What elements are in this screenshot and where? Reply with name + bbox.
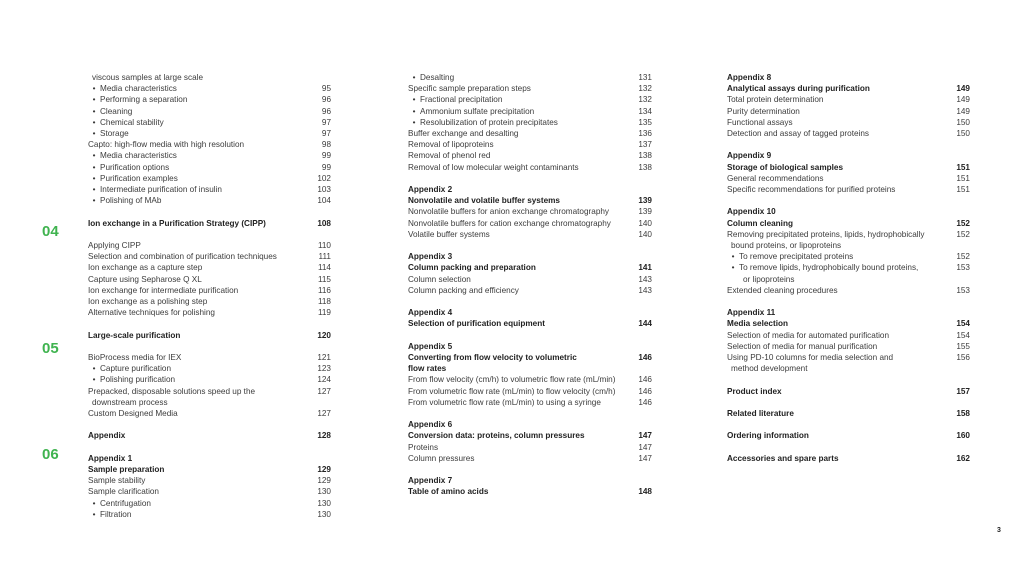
toc-spacer <box>408 408 652 419</box>
toc-entry-page: 115 <box>317 274 331 284</box>
toc-entry-title: Column pressures <box>408 453 475 463</box>
toc-spacer <box>408 173 652 184</box>
toc-entry-title: • Media characteristics <box>88 83 307 94</box>
toc-entry-title: • Cleaning <box>88 106 307 117</box>
toc-entry-title: • Fractional precipitation <box>408 94 628 105</box>
toc-entry-page: 154 <box>956 330 970 340</box>
toc-entry[interactable] <box>408 162 652 173</box>
toc-entry[interactable] <box>408 363 652 374</box>
toc-entry-title: bound proteins, or lipoproteins <box>731 241 842 251</box>
toc-entry[interactable] <box>88 139 331 150</box>
toc-entry[interactable] <box>408 229 652 240</box>
toc-entry-title: Ion exchange for intermediate purification <box>88 285 239 295</box>
toc-entry-title: • Centrifugation <box>88 498 307 509</box>
toc-entry[interactable] <box>408 274 652 285</box>
toc-entry-title: Appendix 5 <box>408 341 453 351</box>
toc-entry-title: Extended cleaning procedures <box>727 285 838 295</box>
toc-entry[interactable] <box>88 173 331 184</box>
toc-entry-title: Column packing and preparation <box>408 263 536 273</box>
toc-entry-page: 153 <box>956 263 970 273</box>
toc-column-2 <box>408 72 652 498</box>
toc-entry-page: 152 <box>956 218 970 228</box>
toc-entry-page: 120 <box>317 330 331 340</box>
toc-entry-title: Selection of media for manual purification <box>727 341 878 351</box>
toc-entry[interactable] <box>727 229 970 240</box>
toc-entry[interactable] <box>88 262 331 273</box>
section-number-06: 06 <box>42 446 59 463</box>
toc-entry[interactable] <box>727 285 970 296</box>
toc-entry-page: 123 <box>317 364 331 374</box>
toc-entry[interactable] <box>408 318 652 329</box>
toc-entry[interactable] <box>727 318 970 329</box>
toc-entry-title: • To remove lipids, hydrophobically bound proteins, <box>727 262 946 273</box>
toc-entry-page: 137 <box>638 140 652 150</box>
toc-entry-page: 103 <box>317 185 331 195</box>
toc-spacer <box>727 374 970 385</box>
toc-entry-page: 97 <box>321 117 331 127</box>
toc-entry[interactable] <box>727 341 970 352</box>
toc-entry-title: Removing precipitated proteins, lipids, hydrophobically <box>727 229 925 239</box>
toc-entry-page: 143 <box>638 285 652 295</box>
toc-entry-page: 130 <box>317 509 331 519</box>
toc-entry[interactable] <box>88 195 331 206</box>
toc-entry-title: • Storage <box>88 128 307 139</box>
toc-entry-title: Total protein determination <box>727 95 824 105</box>
toc-entry-page: 147 <box>638 453 652 463</box>
toc-entry-title: Ion exchange in a Purification Strategy (CIPP) <box>88 218 266 228</box>
toc-entry[interactable] <box>727 307 970 318</box>
toc-column-1 <box>88 72 331 520</box>
toc-entry-page: 138 <box>638 162 652 172</box>
toc-entry-title: Appendix 8 <box>727 73 772 82</box>
toc-entry[interactable] <box>408 285 652 296</box>
toc-entry[interactable] <box>88 83 331 94</box>
toc-entry[interactable] <box>408 94 652 105</box>
toc-entry[interactable] <box>727 352 970 363</box>
toc-entry[interactable] <box>727 330 970 341</box>
toc-entry-page: 146 <box>638 353 652 363</box>
toc-entry-title: From volumetric flow rate (mL/min) to flow velocity (cm/h) <box>408 386 616 396</box>
toc-entry-page: 130 <box>317 498 331 508</box>
toc-entry-title: Converting from flow velocity to volumetric <box>408 353 577 363</box>
toc-entry[interactable] <box>408 352 652 363</box>
toc-entry-page: 136 <box>638 129 652 139</box>
toc-entry-page: 132 <box>638 84 652 94</box>
toc-entry-page: 149 <box>956 106 970 116</box>
toc-entry-title: • Polishing purification <box>88 374 307 385</box>
toc-entry-title: Column cleaning <box>727 218 793 228</box>
toc-entry-title: • To remove precipitated proteins <box>727 251 946 262</box>
toc-entry-title: Appendix <box>88 431 126 441</box>
toc-entry[interactable] <box>408 430 652 441</box>
toc-entry-title: Accessories and spare parts <box>727 453 839 463</box>
toc-entry[interactable] <box>727 173 970 184</box>
toc-entry-page: 97 <box>321 129 331 139</box>
toc-entry[interactable] <box>408 307 652 318</box>
toc-entry[interactable] <box>88 352 331 363</box>
toc-entry-title: Ordering information <box>727 431 809 441</box>
toc-entry-title: Using PD-10 columns for media selection and <box>727 353 894 363</box>
toc-entry[interactable] <box>727 262 970 273</box>
toc-entry[interactable] <box>408 341 652 352</box>
toc-entry-title: Capture using Sepharose Q XL <box>88 274 202 284</box>
toc-entry[interactable] <box>408 475 652 486</box>
toc-entry[interactable] <box>727 218 970 229</box>
toc-entry-page: 162 <box>956 453 970 463</box>
toc-entry-title: • Purification options <box>88 162 307 173</box>
toc-entry-title: Appendix 9 <box>727 151 772 161</box>
toc-entry-title: Ion exchange as a polishing step <box>88 297 208 307</box>
toc-entry-page: 140 <box>638 229 652 239</box>
toc-entry-title: From flow velocity (cm/h) to volumetric flow rate (mL/min) <box>408 375 616 385</box>
toc-entry-page: 128 <box>317 431 331 441</box>
toc-entry-title: From volumetric flow rate (mL/min) to using a syringe <box>408 397 601 407</box>
toc-entry[interactable] <box>408 397 652 408</box>
toc-entry-title: • Filtration <box>88 509 307 520</box>
toc-entry-title: Functional assays <box>727 117 793 127</box>
toc-entry-title: method development <box>731 364 808 374</box>
toc-entry-page: 148 <box>638 487 652 497</box>
toc-spacer <box>408 296 652 307</box>
toc-entry[interactable] <box>727 274 970 285</box>
toc-column-3 <box>727 72 970 464</box>
toc-entry[interactable] <box>408 106 652 117</box>
toc-entry-page: 139 <box>638 207 652 217</box>
toc-entry-page: 151 <box>956 162 970 172</box>
toc-entry-page: 96 <box>321 95 331 105</box>
toc-entry[interactable] <box>88 162 331 173</box>
toc-entry[interactable] <box>727 83 970 94</box>
toc-entry-title: Nonvolatile buffers for anion exchange chromatography <box>408 207 610 217</box>
toc-entry-title: Large-scale purification <box>88 330 181 340</box>
toc-entry-title: viscous samples at large scale <box>92 73 204 82</box>
toc-entry[interactable] <box>408 72 652 83</box>
toc-entry[interactable] <box>408 486 652 497</box>
toc-entry[interactable] <box>727 430 970 441</box>
toc-entry-title: Ion exchange as a capture step <box>88 263 203 273</box>
toc-entry-page: 99 <box>321 151 331 161</box>
toc-entry-page: 118 <box>317 297 331 307</box>
toc-entry-page: 147 <box>638 442 652 452</box>
toc-entry[interactable] <box>88 386 331 397</box>
toc-entry[interactable] <box>408 374 652 385</box>
toc-entry-title: • Resolubilization of protein precipitates <box>408 117 628 128</box>
toc-entry-title: Conversion data: proteins, column pressures <box>408 431 585 441</box>
toc-entry-page: 121 <box>317 353 331 363</box>
toc-entry-title: • Media characteristics <box>88 150 307 161</box>
toc-entry[interactable] <box>408 139 652 150</box>
toc-entry-page: 111 <box>318 252 331 262</box>
toc-spacer <box>88 419 331 430</box>
toc-entry-title: • Desalting <box>408 72 628 83</box>
toc-entry-page: 157 <box>956 386 970 396</box>
section-number-05: 05 <box>42 340 59 357</box>
toc-entry[interactable] <box>88 307 331 318</box>
toc-entry-title: Nonvolatile and volatile buffer systems <box>408 196 560 206</box>
toc-entry[interactable] <box>408 184 652 195</box>
toc-entry-page: 146 <box>638 397 652 407</box>
toc-entry[interactable] <box>727 150 970 161</box>
toc-spacer <box>727 296 970 307</box>
toc-entry-page: 151 <box>956 173 970 183</box>
toc-entry-title: Selection of purification equipment <box>408 319 545 329</box>
toc-entry-page: 114 <box>317 263 331 273</box>
toc-entry-page: 156 <box>956 353 970 363</box>
toc-entry-title: Media selection <box>727 319 788 329</box>
toc-entry-title: Removal of phenol red <box>408 151 491 161</box>
toc-entry[interactable] <box>88 464 331 475</box>
toc-entry-page: 110 <box>317 241 331 251</box>
toc-entry-title: Appendix 4 <box>408 308 453 318</box>
toc-entry-page: 132 <box>638 95 652 105</box>
toc-entry-page: 146 <box>638 375 652 385</box>
toc-entry-title: Specific sample preparation steps <box>408 84 531 94</box>
toc-entry-page: 160 <box>956 431 970 441</box>
toc-entry[interactable] <box>88 72 331 83</box>
toc-entry[interactable] <box>408 442 652 453</box>
toc-entry-page: 104 <box>317 196 331 206</box>
toc-entry[interactable] <box>727 106 970 117</box>
toc-entry[interactable] <box>727 408 970 419</box>
toc-entry[interactable] <box>727 251 970 262</box>
toc-entry[interactable] <box>88 296 331 307</box>
toc-entry[interactable] <box>88 408 331 419</box>
toc-entry-title: Alternative techniques for polishing <box>88 308 215 318</box>
toc-entry-page: 124 <box>317 375 331 385</box>
toc-entry-title: • Purification examples <box>88 173 307 184</box>
toc-spacer <box>727 419 970 430</box>
toc-entry[interactable] <box>88 330 331 341</box>
toc-entry-page: 143 <box>638 274 652 284</box>
toc-entry-title: Appendix 3 <box>408 252 453 262</box>
toc-entry-title: Nonvolatile buffers for cation exchange chromatography <box>408 218 611 228</box>
toc-spacer <box>408 464 652 475</box>
toc-entry[interactable] <box>408 218 652 229</box>
page-number: 3 <box>997 527 1001 534</box>
section-number-04: 04 <box>42 223 59 240</box>
toc-entry[interactable] <box>727 72 970 83</box>
toc-entry-page: 119 <box>317 308 331 318</box>
toc-entry[interactable] <box>727 184 970 195</box>
toc-entry-title: Custom Designed Media <box>88 409 178 419</box>
toc-entry[interactable] <box>88 94 331 105</box>
toc-entry[interactable] <box>88 240 331 251</box>
toc-entry[interactable] <box>408 150 652 161</box>
toc-entry-page: 116 <box>317 285 331 295</box>
toc-entry-title: Analytical assays during purification <box>727 84 870 94</box>
toc-entry-page: 146 <box>638 386 652 396</box>
toc-entry[interactable] <box>88 453 331 464</box>
toc-entry-title: Appendix 1 <box>88 453 133 463</box>
toc-entry-page: 138 <box>638 151 652 161</box>
toc-entry-title: General recommendations <box>727 173 824 183</box>
toc-entry-title: or lipoproteins <box>743 274 795 284</box>
toc-entry-title: Appendix 2 <box>408 185 453 195</box>
toc-entry[interactable] <box>727 240 970 251</box>
toc-entry-title: Capto: high-flow media with high resolution <box>88 140 245 150</box>
toc-spacer <box>88 442 331 453</box>
toc-entry-page: 154 <box>956 319 970 329</box>
toc-entry[interactable] <box>408 386 652 397</box>
toc-spacer <box>727 139 970 150</box>
toc-entry-title: • Ammonium sulfate precipitation <box>408 106 628 117</box>
toc-entry[interactable] <box>88 363 331 374</box>
toc-entry-title: • Chemical stability <box>88 117 307 128</box>
toc-entry-page: 99 <box>321 162 331 172</box>
toc-entry-page: 129 <box>317 476 331 486</box>
toc-entry[interactable] <box>727 363 970 374</box>
toc-entry-title: flow rates <box>408 364 447 374</box>
toc-entry-title: • Intermediate purification of insulin <box>88 184 307 195</box>
toc-entry[interactable] <box>88 251 331 262</box>
toc-entry-title: Appendix 10 <box>727 207 776 217</box>
toc-spacer <box>88 206 331 217</box>
toc-entry-title: downstream process <box>92 397 168 407</box>
toc-entry-page: 144 <box>638 319 652 329</box>
toc-entry-page: 141 <box>638 263 652 273</box>
toc-entry-title: • Capture purification <box>88 363 307 374</box>
toc-entry-title: Storage of biological samples <box>727 162 844 172</box>
toc-entry-title: Appendix 6 <box>408 420 453 430</box>
toc-entry-title: Sample stability <box>88 476 146 486</box>
toc-spacer <box>408 330 652 341</box>
toc-entry-page: 155 <box>956 341 970 351</box>
toc-entry-page: 129 <box>317 465 331 475</box>
toc-entry-page: 151 <box>956 185 970 195</box>
toc-entry[interactable] <box>88 128 331 139</box>
toc-entry[interactable] <box>727 453 970 464</box>
toc-entry[interactable] <box>408 419 652 430</box>
toc-entry-page: 153 <box>956 285 970 295</box>
toc-entry-page: 139 <box>638 196 652 206</box>
toc-spacer <box>727 397 970 408</box>
toc-entry[interactable] <box>727 162 970 173</box>
toc-entry-title: Applying CIPP <box>88 241 141 251</box>
toc-entry-page: 158 <box>956 409 970 419</box>
toc-entry-title: Detection and assay of tagged proteins <box>727 129 870 139</box>
toc-entry[interactable] <box>88 397 331 408</box>
toc-entry-title: Sample clarification <box>88 487 159 497</box>
toc-spacer <box>88 318 331 329</box>
toc-entry-title: Purity determination <box>727 106 800 116</box>
toc-spacer <box>88 341 331 352</box>
toc-entry-title: Specific recommendations for purified proteins <box>727 185 896 195</box>
toc-entry[interactable] <box>408 251 652 262</box>
toc-entry-page: 147 <box>638 431 652 441</box>
toc-entry-page: 152 <box>956 229 970 239</box>
toc-entry[interactable] <box>88 150 331 161</box>
toc-entry-title: Removal of low molecular weight contaminants <box>408 162 579 172</box>
toc-entry-page: 135 <box>638 117 652 127</box>
toc-entry-page: 134 <box>638 106 652 116</box>
toc-entry-title: Related literature <box>727 409 794 419</box>
toc-entry[interactable] <box>727 128 970 139</box>
toc-entry[interactable] <box>88 117 331 128</box>
toc-entry[interactable] <box>88 475 331 486</box>
toc-entry-page: 150 <box>956 117 970 127</box>
toc-entry[interactable] <box>408 117 652 128</box>
toc-entry-title: • Performing a separation <box>88 94 307 105</box>
toc-entry-page: 130 <box>317 487 331 497</box>
toc-entry-page: 149 <box>956 84 970 94</box>
toc-entry[interactable] <box>727 206 970 217</box>
toc-entry-title: Appendix 11 <box>727 308 776 318</box>
toc-entry-page: 96 <box>321 106 331 116</box>
toc-entry[interactable] <box>727 117 970 128</box>
toc-entry[interactable] <box>408 262 652 273</box>
toc-spacer <box>408 240 652 251</box>
toc-spacer <box>727 195 970 206</box>
toc-entry[interactable] <box>88 509 331 520</box>
toc-entry-title: Selection and combination of purification techniques <box>88 252 277 262</box>
toc-entry-page: 127 <box>317 409 331 419</box>
toc-entry-title: Table of amino acids <box>408 487 489 497</box>
toc-entry-title: Selection of media for automated purification <box>727 330 890 340</box>
toc-entry[interactable] <box>408 453 652 464</box>
toc-entry-page: 102 <box>317 173 331 183</box>
toc-entry-title: • Polishing of MAb <box>88 195 307 206</box>
toc-entry-title: BioProcess media for IEX <box>88 353 182 363</box>
toc-entry-title: Prepacked, disposable solutions speed up the <box>88 386 256 396</box>
toc-entry[interactable] <box>88 285 331 296</box>
toc-entry-page: 149 <box>956 95 970 105</box>
toc-entry[interactable] <box>88 486 331 497</box>
toc-entry-title: Volatile buffer systems <box>408 229 490 239</box>
toc-entry[interactable] <box>88 274 331 285</box>
toc-entry-title: Removal of lipoproteins <box>408 140 494 150</box>
toc-entry-title: Column selection <box>408 274 471 284</box>
toc-entry-title: Sample preparation <box>88 465 165 475</box>
toc-entry[interactable] <box>727 94 970 105</box>
toc-entry-page: 95 <box>321 84 331 94</box>
toc-entry-title: Buffer exchange and desalting <box>408 129 519 139</box>
toc-entry-page: 131 <box>638 73 652 82</box>
toc-entry-title: Appendix 7 <box>408 476 453 486</box>
toc-entry-title: Product index <box>727 386 782 396</box>
toc-spacer <box>727 442 970 453</box>
toc-entry[interactable] <box>88 218 331 229</box>
toc-entry-page: 127 <box>317 386 331 396</box>
toc-entry[interactable] <box>408 128 652 139</box>
toc-entry-title: Column packing and efficiency <box>408 285 519 295</box>
toc-entry[interactable] <box>408 206 652 217</box>
toc-entry[interactable] <box>727 386 970 397</box>
toc-entry-page: 150 <box>956 129 970 139</box>
toc-spacer <box>88 229 331 240</box>
toc-entry-title: Proteins <box>408 442 439 452</box>
toc-entry-page: 152 <box>956 252 970 262</box>
toc-entry[interactable] <box>88 106 331 117</box>
toc-entry[interactable] <box>88 430 331 441</box>
toc-entry[interactable] <box>408 195 652 206</box>
toc-entry[interactable] <box>88 374 331 385</box>
toc-entry-page: 108 <box>317 218 331 228</box>
toc-entry[interactable] <box>88 184 331 195</box>
toc-entry[interactable] <box>88 498 331 509</box>
toc-entry[interactable] <box>408 83 652 94</box>
toc-entry-page: 98 <box>321 140 331 150</box>
toc-entry-page: 140 <box>638 218 652 228</box>
